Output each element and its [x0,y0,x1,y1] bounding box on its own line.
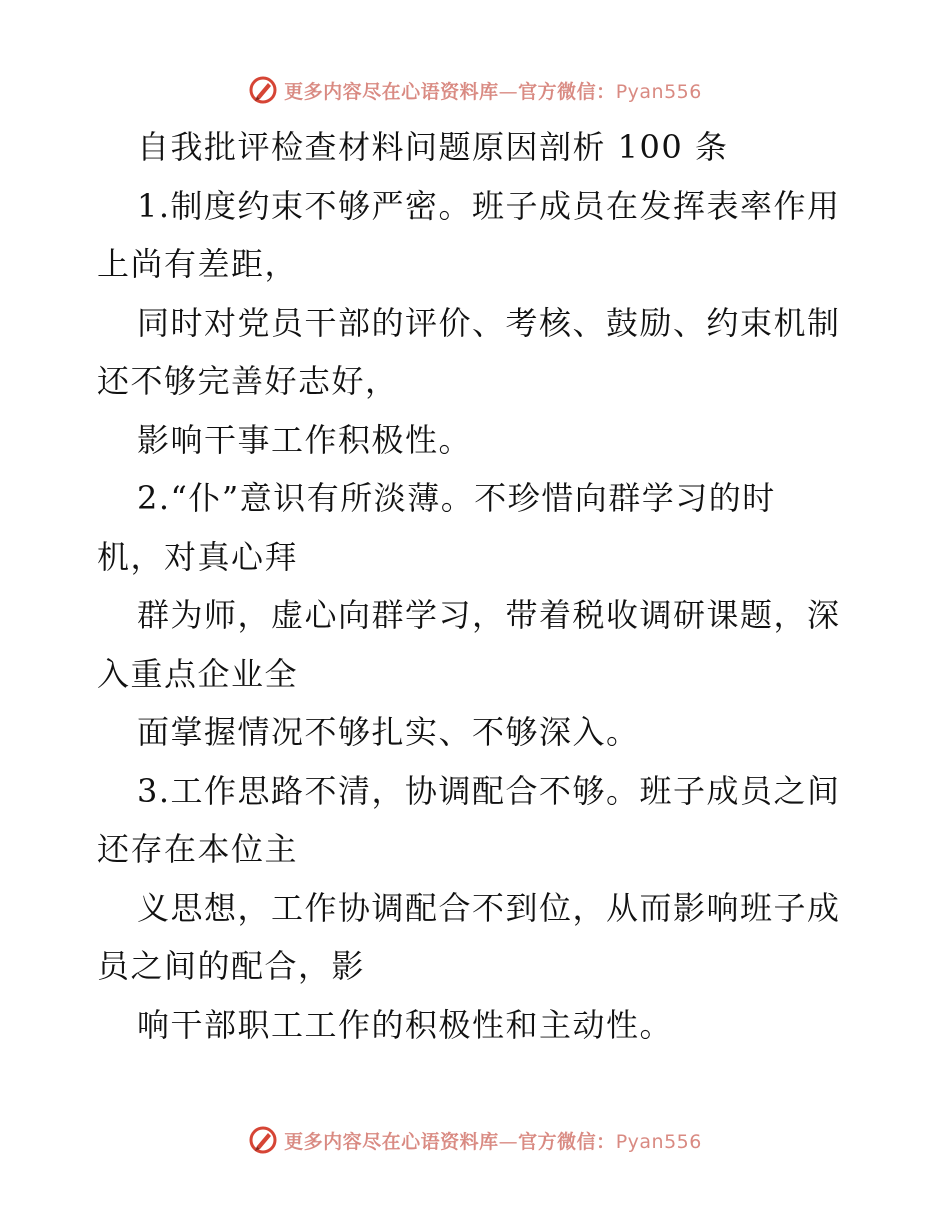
text-line: 面掌握情况不够扎实、不够深入。 [137,713,640,751]
pen-logo-icon [248,75,278,105]
banner-text [284,1127,702,1154]
banner-text [284,77,702,104]
text-line: 影响干事工作积极性。 [137,420,473,459]
text-line: 1.制度约束不够严密。班子成员在发挥表率作用 [137,186,841,225]
banner-wechat-label: 官方微信： [518,80,616,103]
banner-wechat-label: 官方微信： [518,1130,616,1153]
text-line: 上尚有差距， [97,245,299,283]
footer-banner [0,1120,950,1160]
text-line: 群为师，虚心向群学习，带着税收调研课题，深 [137,596,841,634]
text-line: 响干部职工工作的积极性和主动性。 [137,1005,674,1044]
text-line: 2.“仆”意识有所淡薄。不珍惜向群学习的时 [137,479,776,517]
pen-logo-icon [248,1125,278,1155]
text-line: 入重点企业全 [97,654,299,693]
text-line: 机，对真心拜 [97,537,299,576]
text-line: 3.工作思路不清，协调配合不够。班子成员之间 [137,771,841,810]
header-banner [0,70,950,110]
banner-wechat-id: Pyan556 [615,1130,702,1153]
text-line: 员之间的配合，影 [97,947,366,985]
document-body [97,118,857,1054]
banner-dash: — [498,1130,519,1153]
text-line: 还存在本位主 [97,830,299,868]
text-line: 义思想，工作协调配合不到位，从而影响班子成 [137,888,841,927]
banner-site-text: 更多内容尽在心语资料库 [284,80,499,103]
text-line: 同时对党员干部的评价、考核、鼓励、约束机制 [137,303,841,342]
banner-site-text: 更多内容尽在心语资料库 [284,1130,499,1153]
document-title: 自我批评检查材料问题原因剖析 100 条 [137,128,729,166]
banner-dash: — [498,80,519,103]
text-line: 还不够完善好志好， [97,362,399,400]
banner-wechat-id: Pyan556 [615,80,702,103]
